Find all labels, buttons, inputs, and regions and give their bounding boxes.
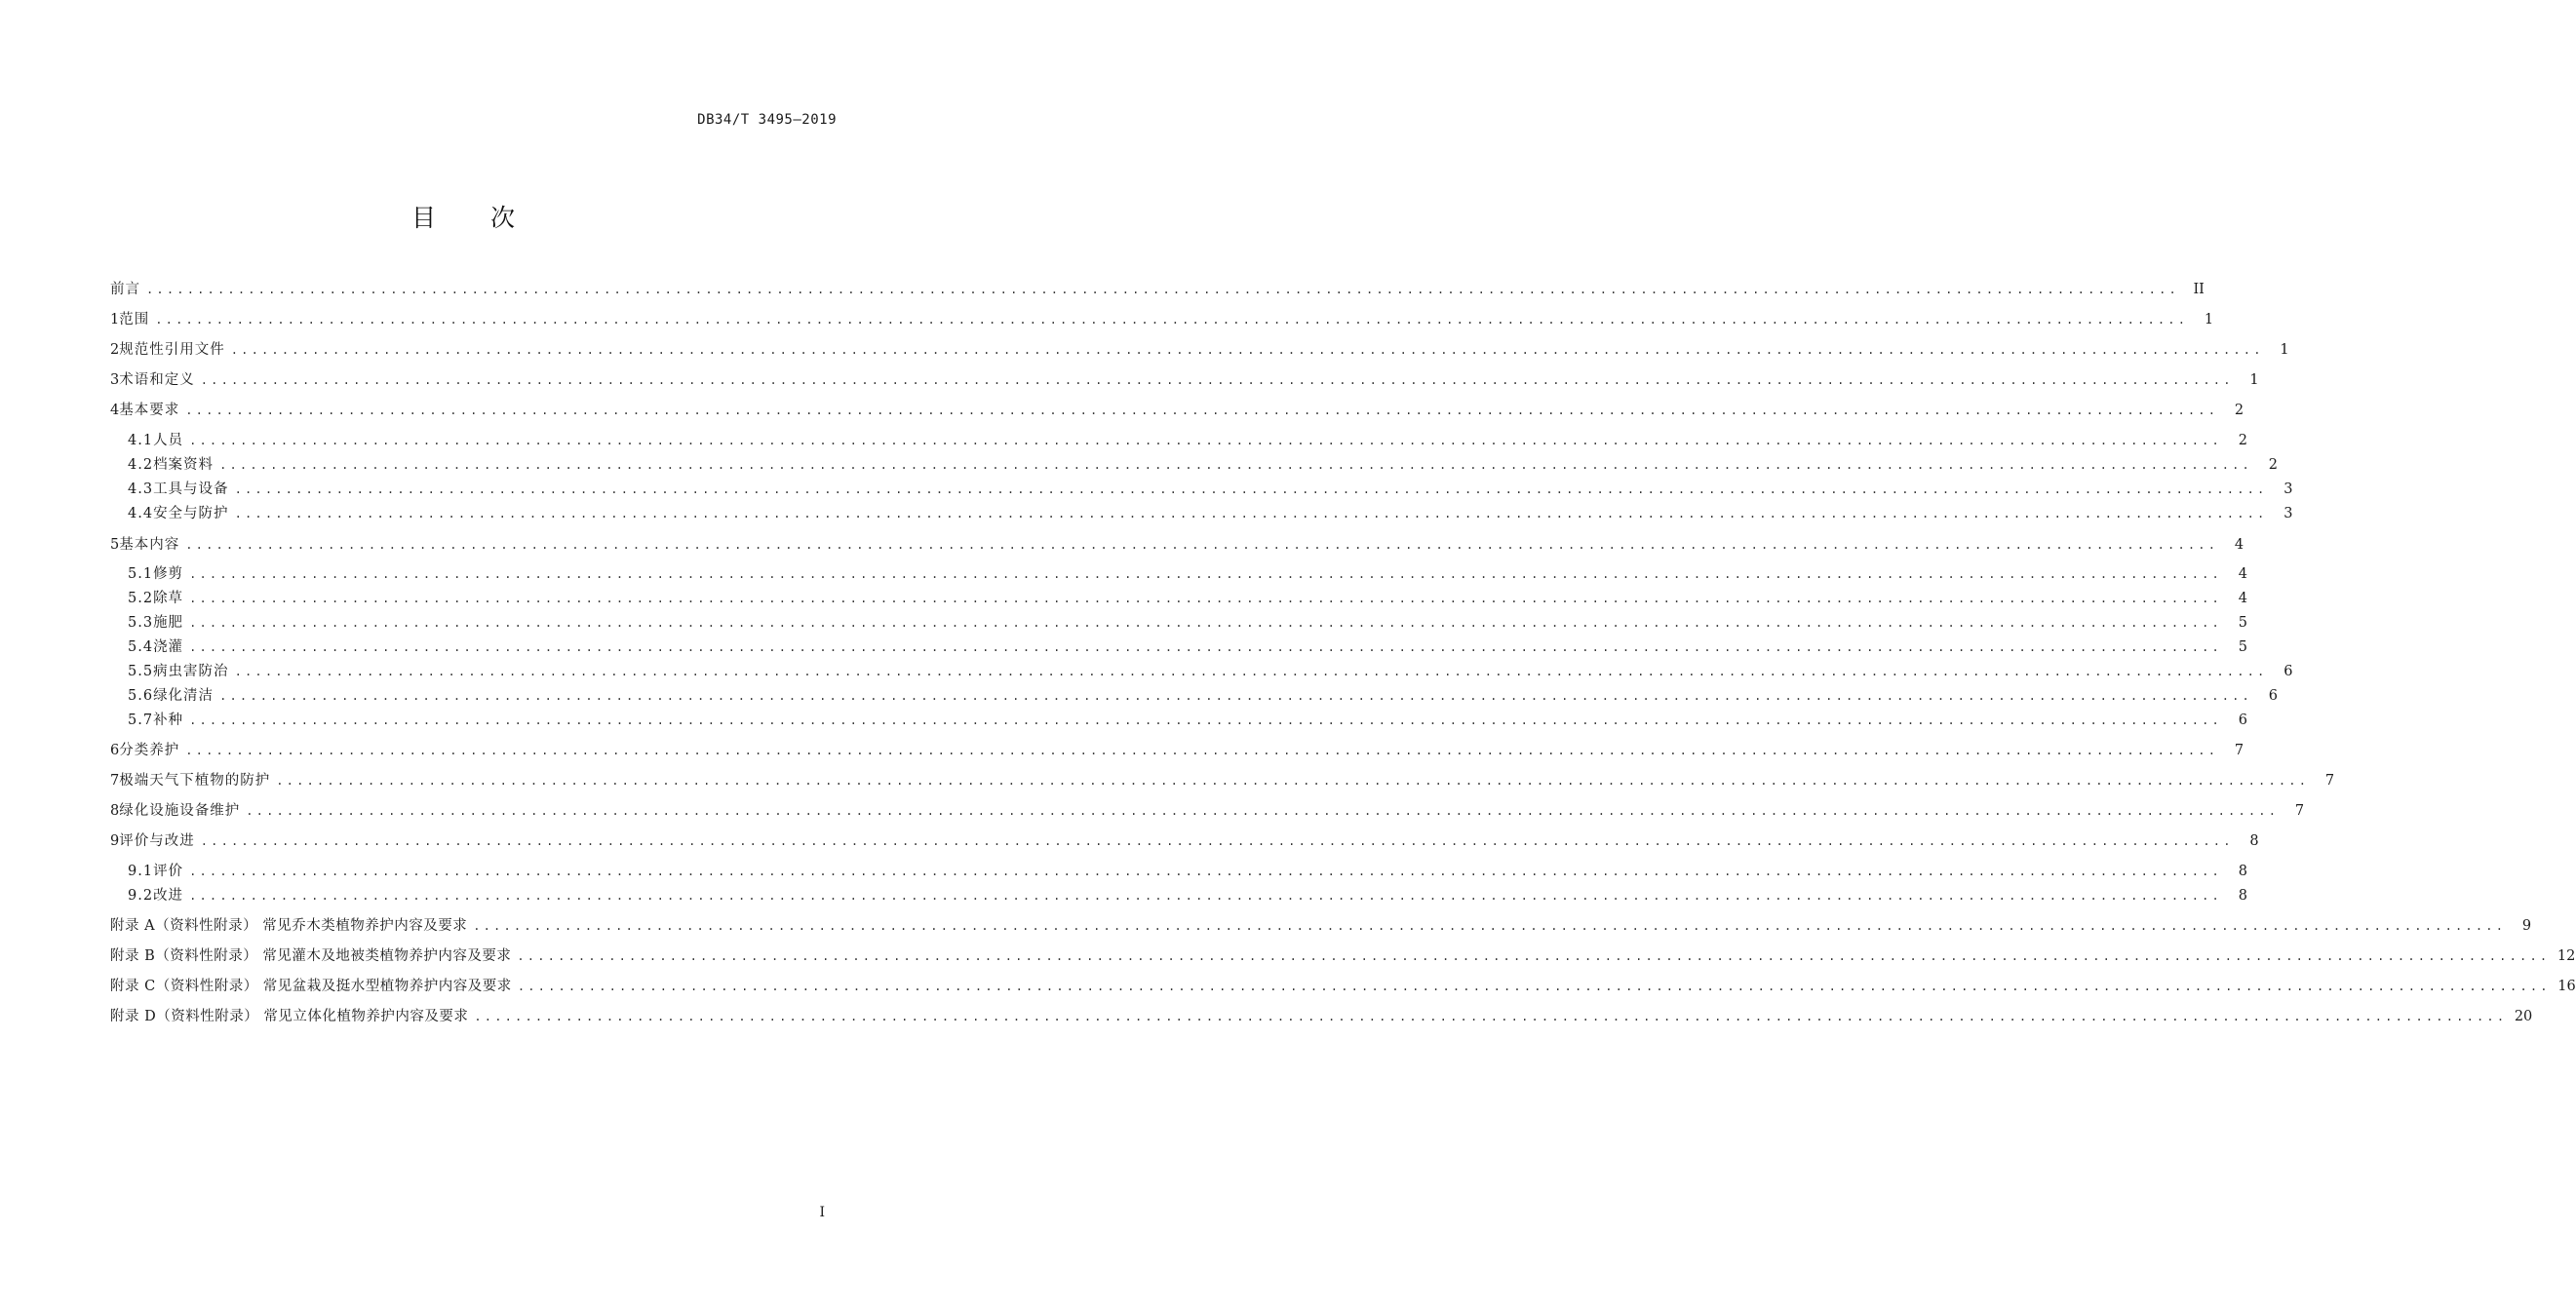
toc-entry-label: 规范性引用文件 (119, 342, 225, 358)
toc-dot-leader: ........................................................................................................................................................................................................ (200, 834, 2234, 848)
toc-entry-number: 7 (110, 773, 120, 789)
toc-entry-number: 4.4 (128, 506, 154, 521)
toc-entry-number: 5.7 (128, 713, 154, 728)
toc-entry-page: 5 (2238, 615, 2247, 631)
toc-entry-label: 施肥 (153, 615, 184, 631)
toc-dot-leader: ........................................................................................................................................................................................................ (234, 482, 2268, 496)
toc-dot-leader: ........................................................................................................................................................................................................ (234, 665, 2268, 678)
toc-entry[interactable] (128, 885, 2247, 906)
toc-entry[interactable] (110, 945, 2576, 967)
toc-entry[interactable] (110, 309, 2214, 330)
toc-entry-label: 基本要求 (119, 403, 180, 418)
toc-entry-page: 6 (2268, 688, 2278, 704)
toc-entry-page: 12 (2556, 948, 2576, 964)
toc-entry-page: 3 (2283, 506, 2293, 521)
toc-entry-page: 2 (2234, 403, 2244, 418)
toc-entry[interactable] (128, 612, 2247, 634)
toc-dot-leader: ........................................................................................................................................................................................................ (276, 774, 2310, 788)
toc-entry-number: 5.1 (128, 566, 154, 582)
toc-entry-page: 4 (2234, 537, 2244, 553)
toc-dot-leader: ........................................................................................................................................................................................................ (219, 458, 2252, 472)
toc-dot-leader: ........................................................................................................................................................................................................ (189, 434, 2222, 447)
toc-entry[interactable] (128, 588, 2247, 609)
toc-entry-label: 浇灌 (153, 639, 184, 655)
toc-entry-page: 1 (2249, 372, 2259, 388)
toc-entry-label: 绿化清洁 (153, 688, 215, 704)
toc-entry-label: 附录 C（资料性附录） 常见盆栽及挺水型植物养护内容及要求 (110, 979, 512, 994)
toc-entry-number: 9.1 (128, 864, 154, 879)
toc-dot-leader: ........................................................................................................................................................................................................ (219, 689, 2252, 703)
toc-entry-page: 8 (2238, 864, 2247, 879)
toc-dot-leader: ........................................................................................................................................................................................................ (146, 283, 2179, 296)
toc-entry-label: 改进 (153, 888, 184, 904)
toc-entry-label: 附录 B（资料性附录） 常见灌木及地被类植物养护内容及要求 (110, 948, 512, 964)
page-title: 目 次 (411, 204, 538, 232)
toc-entry-label: 附录 D（资料性附录） 常见立体化植物养护内容及要求 (110, 1009, 469, 1024)
toc-entry-page: 16 (2557, 979, 2576, 994)
toc-entry[interactable] (110, 400, 2244, 421)
page-number: I (819, 1205, 825, 1220)
toc-entry-number: 9 (110, 833, 120, 849)
toc-dot-leader: ........................................................................................................................................................................................................ (473, 919, 2507, 933)
toc-entry-label: 补种 (153, 713, 184, 728)
toc-entry-number: 4 (110, 403, 120, 418)
toc-dot-leader: ........................................................................................................................................................................................................ (189, 713, 2222, 727)
toc-dot-leader: ........................................................................................................................................................................................................ (189, 889, 2222, 903)
toc-entry[interactable] (110, 915, 2532, 937)
toc-entry-number: 5.3 (128, 615, 154, 631)
toc-entry[interactable] (110, 279, 2205, 300)
toc-entry-page: 2 (2268, 457, 2278, 473)
toc-entry[interactable] (128, 685, 2278, 707)
toc-entry-label: 人员 (153, 433, 184, 448)
toc-entry[interactable] (128, 661, 2293, 682)
toc-entry-label: 前言 (110, 282, 140, 297)
toc-entry[interactable] (128, 636, 2247, 658)
toc-entry[interactable] (110, 534, 2244, 556)
toc-entry-number: 5.2 (128, 591, 154, 606)
toc-dot-leader: ........................................................................................................................................................................................................ (185, 404, 2219, 417)
toc-entry[interactable] (128, 430, 2247, 451)
toc-dot-leader: ........................................................................................................................................................................................................ (189, 640, 2222, 654)
toc-entry-page: 1 (2204, 312, 2214, 328)
toc-entry-label: 工具与设备 (153, 482, 229, 497)
toc-entry[interactable] (128, 503, 2293, 524)
toc-entry[interactable] (110, 800, 2305, 822)
toc-dot-leader: ........................................................................................................................................................................................................ (246, 804, 2280, 818)
toc-entry-label: 病虫害防治 (153, 664, 229, 679)
toc-entry[interactable] (128, 563, 2247, 585)
toc-entry[interactable] (110, 976, 2576, 997)
toc-entry-label: 评价 (153, 864, 184, 879)
toc-entry-number: 9.2 (128, 888, 154, 904)
toc-entry-label: 安全与防护 (153, 506, 229, 521)
toc-entry-page: 4 (2238, 591, 2247, 606)
toc-entry[interactable] (110, 1006, 2533, 1027)
toc-entry-number: 8 (110, 803, 120, 819)
toc-entry[interactable] (110, 740, 2244, 761)
toc-entry-number: 4.3 (128, 482, 154, 497)
toc-entry-page: 7 (2234, 743, 2244, 758)
toc-entry-page: 7 (2294, 803, 2305, 819)
toc-entry-number: 5.4 (128, 639, 154, 655)
toc-dot-leader: ........................................................................................................................................................................................................ (230, 343, 2264, 357)
standard-code: DB34/T 3495—2019 (697, 112, 837, 128)
toc-dot-leader: ........................................................................................................................................................................................................ (189, 616, 2222, 630)
toc-entry-page: 8 (2238, 888, 2247, 904)
toc-entry-number: 2 (110, 342, 120, 358)
toc-entry-number: 4.1 (128, 433, 154, 448)
toc-dot-leader: ........................................................................................................................................................................................................ (189, 567, 2222, 581)
toc-entry-page: 2 (2238, 433, 2247, 448)
toc-entry[interactable] (110, 369, 2259, 391)
toc-entry-number: 1 (110, 312, 120, 328)
toc-entry[interactable] (128, 861, 2247, 882)
toc-dot-leader: ........................................................................................................................................................................................................ (474, 1010, 2508, 1023)
toc-dot-leader: ........................................................................................................................................................................................................ (189, 865, 2222, 878)
toc-entry-page: 9 (2521, 918, 2532, 934)
toc-dot-leader: ........................................................................................................................................................................................................ (155, 313, 2189, 327)
toc-entry-label: 绿化设施设备维护 (119, 803, 241, 819)
toc-entry-label: 修剪 (153, 566, 184, 582)
toc-entry[interactable] (110, 339, 2289, 361)
toc-entry[interactable] (128, 710, 2247, 731)
toc-dot-leader: ........................................................................................................................................................................................................ (185, 744, 2219, 757)
toc-dot-leader: ........................................................................................................................................................................................................ (517, 949, 2551, 963)
toc-entry-page: 4 (2238, 566, 2247, 582)
toc-entry-label: 评价与改进 (119, 833, 195, 849)
toc-entry-page: 20 (2514, 1009, 2533, 1024)
toc-entry-number: 3 (110, 372, 120, 388)
toc-entry[interactable] (110, 770, 2335, 791)
toc-entry-number: 6 (110, 743, 120, 758)
toc-dot-leader: ........................................................................................................................................................................................................ (234, 507, 2268, 520)
toc-entry-number: 5 (110, 537, 120, 553)
toc-dot-leader: ........................................................................................................................................................................................................ (517, 980, 2551, 993)
toc-entry-page: 3 (2283, 482, 2293, 497)
toc-entry-label: 除草 (153, 591, 184, 606)
toc-entry-number: 5.6 (128, 688, 154, 704)
toc-entry-number: 5.5 (128, 664, 154, 679)
toc-dot-leader: ........................................................................................................................................................................................................ (189, 592, 2222, 605)
toc-entry-label: 术语和定义 (119, 372, 195, 388)
toc-entry-label: 附录 A（资料性附录） 常见乔木类植物养护内容及要求 (110, 918, 468, 934)
toc-entry-page: 7 (2324, 773, 2335, 789)
toc-entry-label: 分类养护 (119, 743, 180, 758)
toc-entry-label: 范围 (119, 312, 150, 328)
toc-entry-page: 6 (2238, 713, 2247, 728)
toc-entry[interactable] (128, 479, 2293, 500)
toc-entry[interactable] (128, 454, 2278, 476)
toc-dot-leader: ........................................................................................................................................................................................................ (185, 538, 2219, 552)
toc-entry-label: 基本内容 (119, 537, 180, 553)
toc-entry-page: 6 (2283, 664, 2293, 679)
toc-entry[interactable] (110, 830, 2259, 852)
toc-entry-label: 档案资料 (153, 457, 215, 473)
toc-dot-leader: ........................................................................................................................................................................................................ (200, 373, 2234, 387)
toc-entry-page: 8 (2249, 833, 2259, 849)
toc-entry-page: 1 (2280, 342, 2289, 358)
toc-entry-page: 5 (2238, 639, 2247, 655)
toc-entry-page: II (2193, 282, 2205, 297)
toc-entry-number: 4.2 (128, 457, 154, 473)
toc-entry-label: 极端天气下植物的防护 (119, 773, 271, 789)
